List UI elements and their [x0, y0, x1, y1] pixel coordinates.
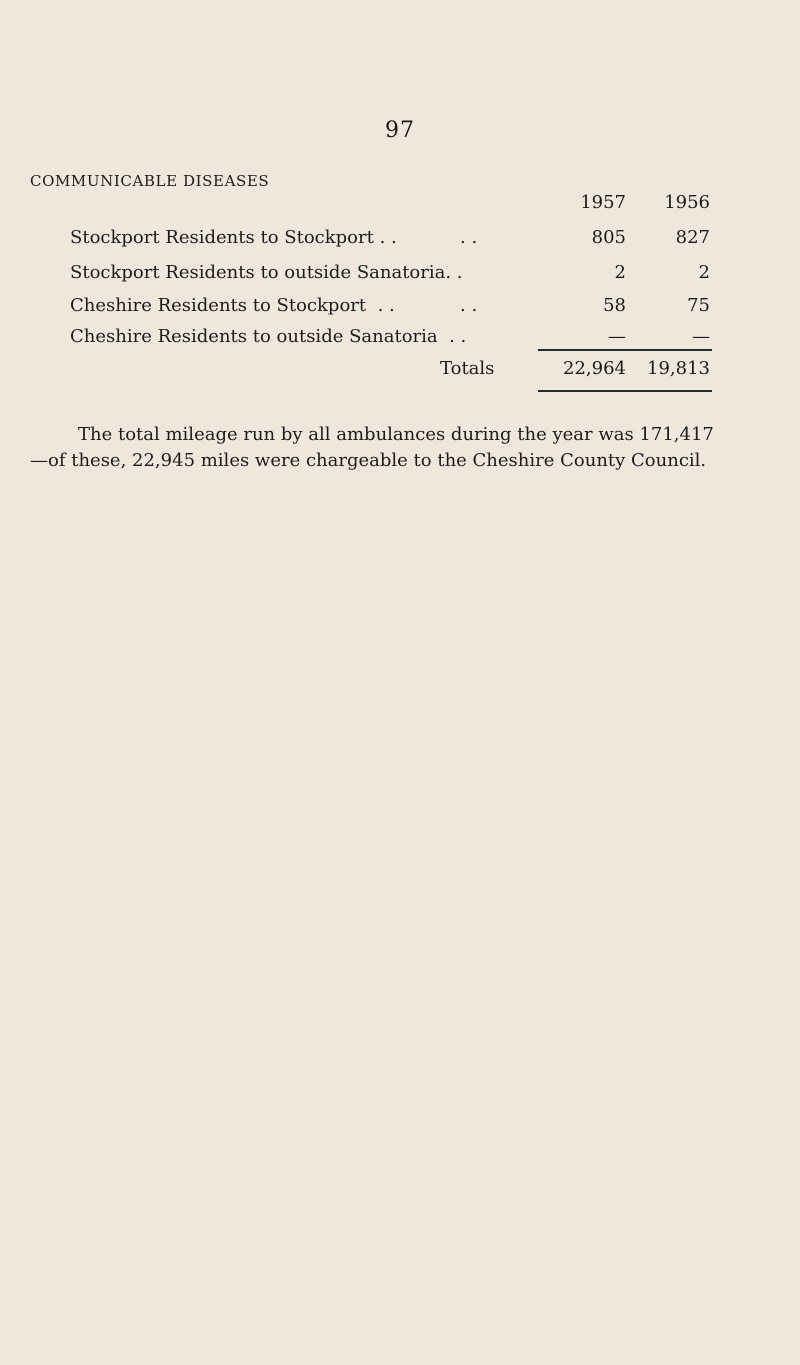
value-1957: 2: [614, 262, 626, 283]
mileage-paragraph: [30, 422, 720, 474]
value-1956: 2: [698, 262, 710, 283]
totals-label: Totals: [440, 358, 495, 379]
table-row: [0, 262, 800, 290]
paragraph-line: —of these, 22,945 miles were chargeable to the Cheshire County Council.: [30, 450, 707, 471]
totals-rule-top-1956: [622, 349, 712, 351]
row-label: Stockport Residents to outside Sanatoria. .: [70, 262, 463, 283]
totals-rule-top-1957: [538, 349, 628, 351]
row-leader-dots: . .: [460, 227, 478, 248]
value-1957: —: [608, 326, 626, 347]
row-label: Stockport Residents to Stockport . .: [70, 227, 397, 248]
row-leader-dots: . .: [460, 295, 478, 316]
table-row: [0, 227, 800, 255]
totals-rule-bottom-1957: [538, 390, 628, 392]
year-header-1957: 1957: [580, 192, 626, 213]
value-1956: 75: [687, 295, 710, 316]
table-row: [0, 295, 800, 323]
value-1957: 805: [591, 227, 626, 248]
section-heading: COMMUNICABLE DISEASES: [30, 172, 270, 190]
year-header-1956: 1956: [664, 192, 710, 213]
page-number: 97: [385, 118, 415, 143]
value-1957: 58: [603, 295, 626, 316]
value-1956: 827: [675, 227, 710, 248]
totals-rule-bottom-1956: [622, 390, 712, 392]
totals-value-1957: 22,964: [563, 358, 626, 379]
value-1956: —: [692, 326, 710, 347]
totals-value-1956: 19,813: [647, 358, 710, 379]
row-label: Cheshire Residents to outside Sanatoria . .: [70, 326, 467, 347]
paragraph-line: The total mileage run by all ambulances during the year was 171,417: [78, 424, 714, 445]
row-label: Cheshire Residents to Stockport . .: [70, 295, 395, 316]
